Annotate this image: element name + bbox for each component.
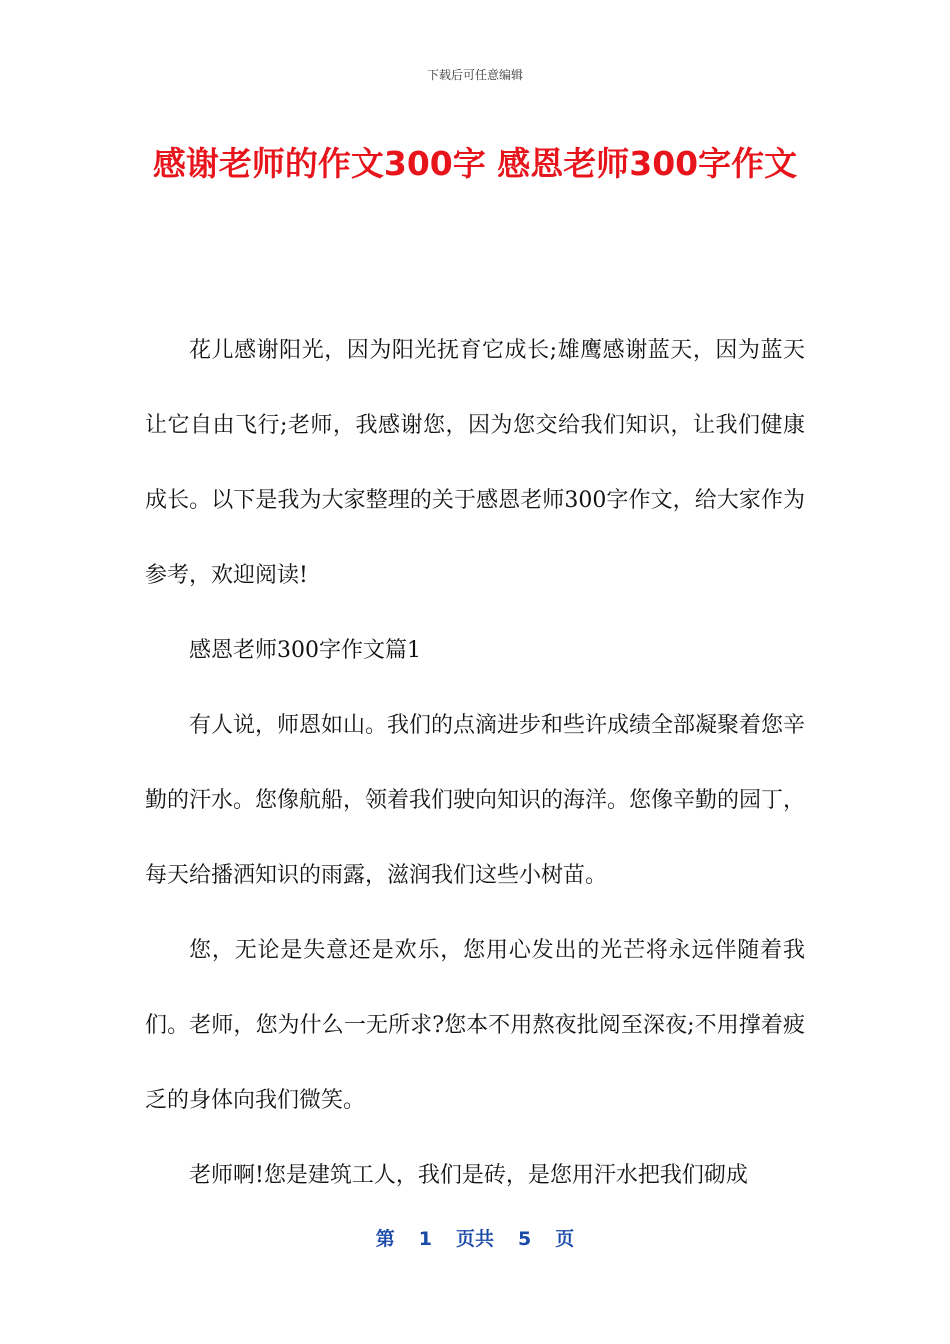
paragraph: 您，无论是失意还是欢乐，您用心发出的光芒将永远伴随着我们。老师，您为什么一无所求?您本不用熬夜批阅至深夜;不用撑着疲乏的身体向我们微笑。 (145, 938, 805, 1113)
footer-middle: 页共 (455, 1228, 494, 1250)
footer-total-pages: 5 (518, 1228, 532, 1250)
header-note: 下载后可任意编辑 (426, 68, 523, 82)
paragraph-intro: 花儿感谢阳光，因为阳光抚育它成长;雄鹰感谢蓝天，因为蓝天让它自由飞行;老师，我感谢您，因为您交给我们知识，让我们健康成长。以下是我为大家整理的关于感恩老师300字作文，给大家作为参考，欢迎阅读! (145, 338, 805, 588)
paragraph: 有人说，师恩如山。我们的点滴进步和些许成绩全部凝聚着您辛勤的汗水。您像航船，领着我们驶向知识的海洋。您像辛勤的园丁，每天给播洒知识的雨露，滋润我们这些小树苗。 (145, 713, 806, 888)
footer-suffix: 页 (555, 1228, 575, 1250)
page-footer (0, 1225, 950, 1253)
section-heading: 感恩老师300字作文篇1 (189, 638, 421, 663)
paragraph: 老师啊!您是建筑工人，我们是砖，是您用汗水把我们砌成 (189, 1163, 748, 1188)
document-title: 感谢老师的作文300字 感恩老师300字作文 (152, 144, 798, 183)
document-body (145, 313, 805, 1213)
footer-current-page: 1 (418, 1228, 432, 1250)
footer-prefix: 第 (375, 1228, 395, 1250)
